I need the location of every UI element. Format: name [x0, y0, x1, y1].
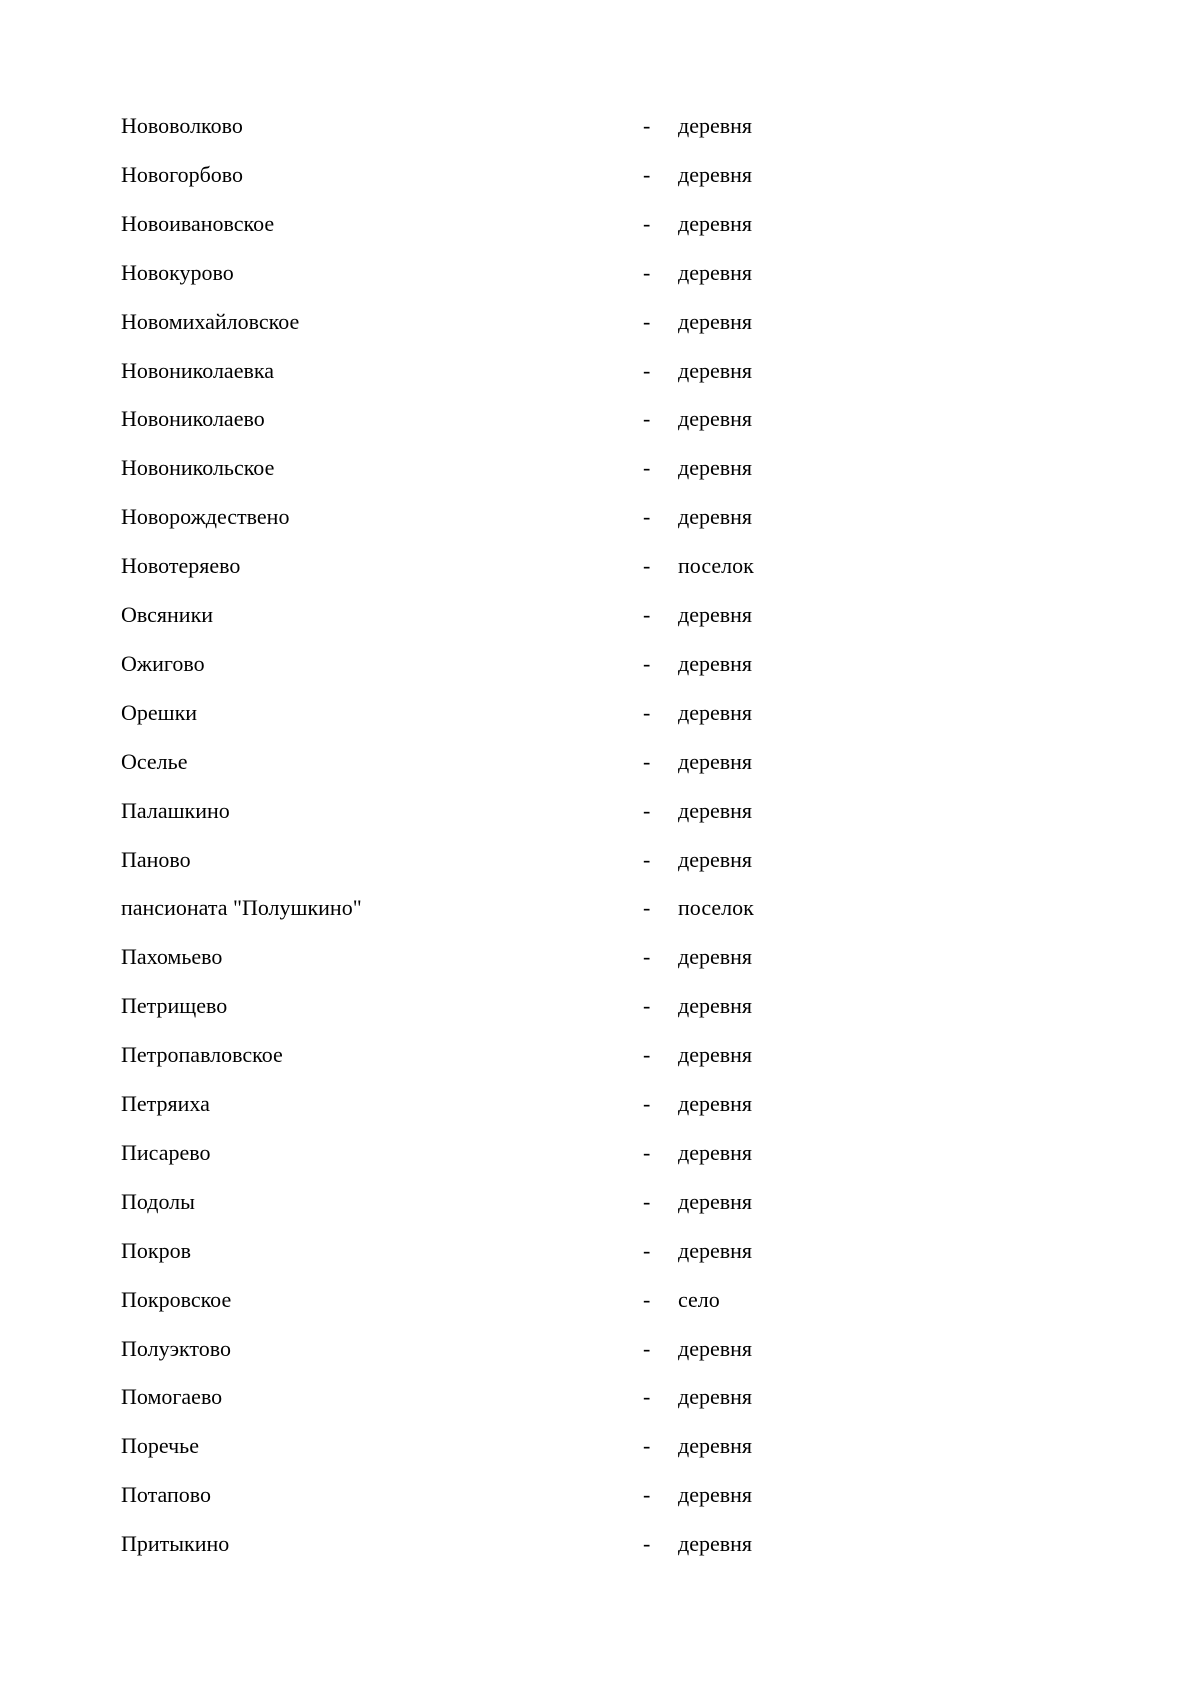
separator-dash: - — [643, 259, 651, 285]
settlement-name: Петряиха — [121, 1091, 210, 1116]
separator-dash: - — [643, 846, 651, 872]
separator-dash: - — [643, 1335, 651, 1361]
separator-dash: - — [643, 650, 651, 676]
list-item — [0, 644, 1200, 684]
list-item — [0, 791, 1200, 831]
settlement-name: Овсяники — [121, 602, 214, 627]
settlement-type: деревня — [678, 113, 753, 138]
separator-dash: - — [643, 1482, 651, 1508]
separator-dash: - — [643, 161, 651, 187]
settlement-name: Подолы — [121, 1188, 195, 1214]
settlement-type: деревня — [678, 699, 753, 725]
settlement-type: деревня — [678, 650, 753, 676]
separator-dash: - — [643, 699, 651, 725]
list-item — [0, 448, 1200, 488]
settlement-type: деревня — [678, 455, 753, 481]
settlement-type: деревня — [678, 504, 753, 530]
separator-dash: - — [643, 210, 651, 236]
list-item — [0, 351, 1200, 391]
settlement-name: Новорождествено — [121, 504, 290, 530]
settlement-name: Палашкино — [121, 797, 230, 823]
settlement-type: деревня — [678, 1433, 753, 1459]
settlement-type: деревня — [678, 406, 753, 432]
settlement-name: Помогаево — [121, 1384, 223, 1410]
settlement-type: деревня — [678, 161, 753, 187]
separator-dash: - — [643, 944, 651, 970]
settlement-name: Новомихайловское — [121, 308, 300, 334]
settlement-name: Покровское — [121, 1286, 232, 1312]
settlement-type: деревня — [678, 993, 753, 1019]
separator-dash: - — [643, 455, 651, 481]
settlement-type: поселок — [678, 553, 754, 579]
settlement-type: поселок — [678, 895, 754, 921]
separator-dash: - — [643, 1237, 651, 1263]
settlement-name: Новогорбово — [121, 161, 244, 187]
settlement-name: Оселье — [121, 748, 188, 774]
settlement-type: деревня — [678, 602, 753, 627]
settlement-type: деревня — [678, 1237, 753, 1263]
list-item — [0, 546, 1200, 586]
settlement-name: Петропавловское — [121, 1042, 283, 1068]
list-item — [0, 937, 1200, 977]
settlement-name: Полуэктово — [121, 1335, 231, 1361]
separator-dash: - — [643, 993, 651, 1019]
settlement-type: деревня — [678, 1042, 753, 1068]
settlement-type: село — [678, 1286, 720, 1312]
settlement-name: Паново — [121, 846, 191, 872]
list-item — [0, 1182, 1200, 1222]
separator-dash: - — [643, 1091, 651, 1116]
separator-dash: - — [643, 357, 651, 383]
settlement-type: деревня — [678, 259, 753, 285]
separator-dash: - — [643, 895, 651, 921]
settlement-type: деревня — [678, 308, 753, 334]
list-item — [0, 497, 1200, 537]
settlement-type: деревня — [678, 1188, 753, 1214]
settlement-name: Новоивановское — [121, 210, 275, 236]
list-item — [0, 693, 1200, 733]
list-item — [0, 1524, 1200, 1564]
separator-dash: - — [643, 406, 651, 432]
list-item — [0, 106, 1200, 146]
separator-dash: - — [643, 1384, 651, 1410]
list-item — [0, 888, 1200, 928]
separator-dash: - — [643, 1042, 651, 1068]
settlement-type: деревня — [678, 210, 753, 236]
list-item — [0, 986, 1200, 1026]
list-item — [0, 1280, 1200, 1320]
settlement-name: Новониколаевка — [121, 357, 274, 383]
list-item — [0, 1377, 1200, 1417]
separator-dash: - — [643, 797, 651, 823]
settlement-type: деревня — [678, 748, 753, 774]
settlement-name: Новониколаево — [121, 406, 265, 432]
list-item — [0, 204, 1200, 244]
list-item — [0, 155, 1200, 195]
separator-dash: - — [643, 504, 651, 530]
list-item — [0, 1475, 1200, 1515]
settlement-type: деревня — [678, 797, 753, 823]
separator-dash: - — [643, 1139, 651, 1165]
settlement-name: Писарево — [121, 1139, 211, 1165]
settlement-name: Пахомьево — [121, 944, 223, 970]
settlement-name: Нововолково — [121, 113, 243, 138]
settlement-name: Орешки — [121, 699, 198, 725]
list-item — [0, 742, 1200, 782]
settlement-name: Новокурово — [121, 259, 234, 285]
list-item — [0, 1231, 1200, 1271]
separator-dash: - — [643, 308, 651, 334]
settlement-name: Потапово — [121, 1482, 211, 1508]
settlement-type: деревня — [678, 1139, 753, 1165]
settlement-name: Новоникольское — [121, 455, 275, 481]
settlement-name: Притыкино — [121, 1531, 230, 1557]
list-item — [0, 1035, 1200, 1075]
list-item — [0, 1133, 1200, 1173]
settlement-type: деревня — [678, 357, 753, 383]
settlement-name: Покров — [121, 1237, 191, 1263]
separator-dash: - — [643, 748, 651, 774]
separator-dash: - — [643, 1188, 651, 1214]
list-item — [0, 595, 1200, 635]
settlement-type: деревня — [678, 1335, 753, 1361]
settlement-type: деревня — [678, 1384, 753, 1410]
separator-dash: - — [643, 602, 651, 627]
settlement-type: деревня — [678, 944, 753, 970]
settlement-type: деревня — [678, 1091, 753, 1116]
list-item — [0, 302, 1200, 342]
settlement-name: Ожигово — [121, 650, 205, 676]
list-item — [0, 1426, 1200, 1466]
settlement-name: Новотеряево — [121, 553, 241, 579]
list-item — [0, 1084, 1200, 1124]
separator-dash: - — [643, 553, 651, 579]
separator-dash: - — [643, 1531, 651, 1557]
settlement-name: Петрищево — [121, 993, 228, 1019]
list-item — [0, 399, 1200, 439]
separator-dash: - — [643, 113, 651, 138]
settlement-type: деревня — [678, 846, 753, 872]
settlement-type: деревня — [678, 1482, 753, 1508]
list-item — [0, 1329, 1200, 1369]
settlement-name: пансионата "Полушкино" — [121, 895, 362, 921]
settlement-type: деревня — [678, 1531, 753, 1557]
list-item — [0, 253, 1200, 293]
separator-dash: - — [643, 1286, 651, 1312]
separator-dash: - — [643, 1433, 651, 1459]
list-item — [0, 840, 1200, 880]
settlement-name: Поречье — [121, 1433, 199, 1459]
